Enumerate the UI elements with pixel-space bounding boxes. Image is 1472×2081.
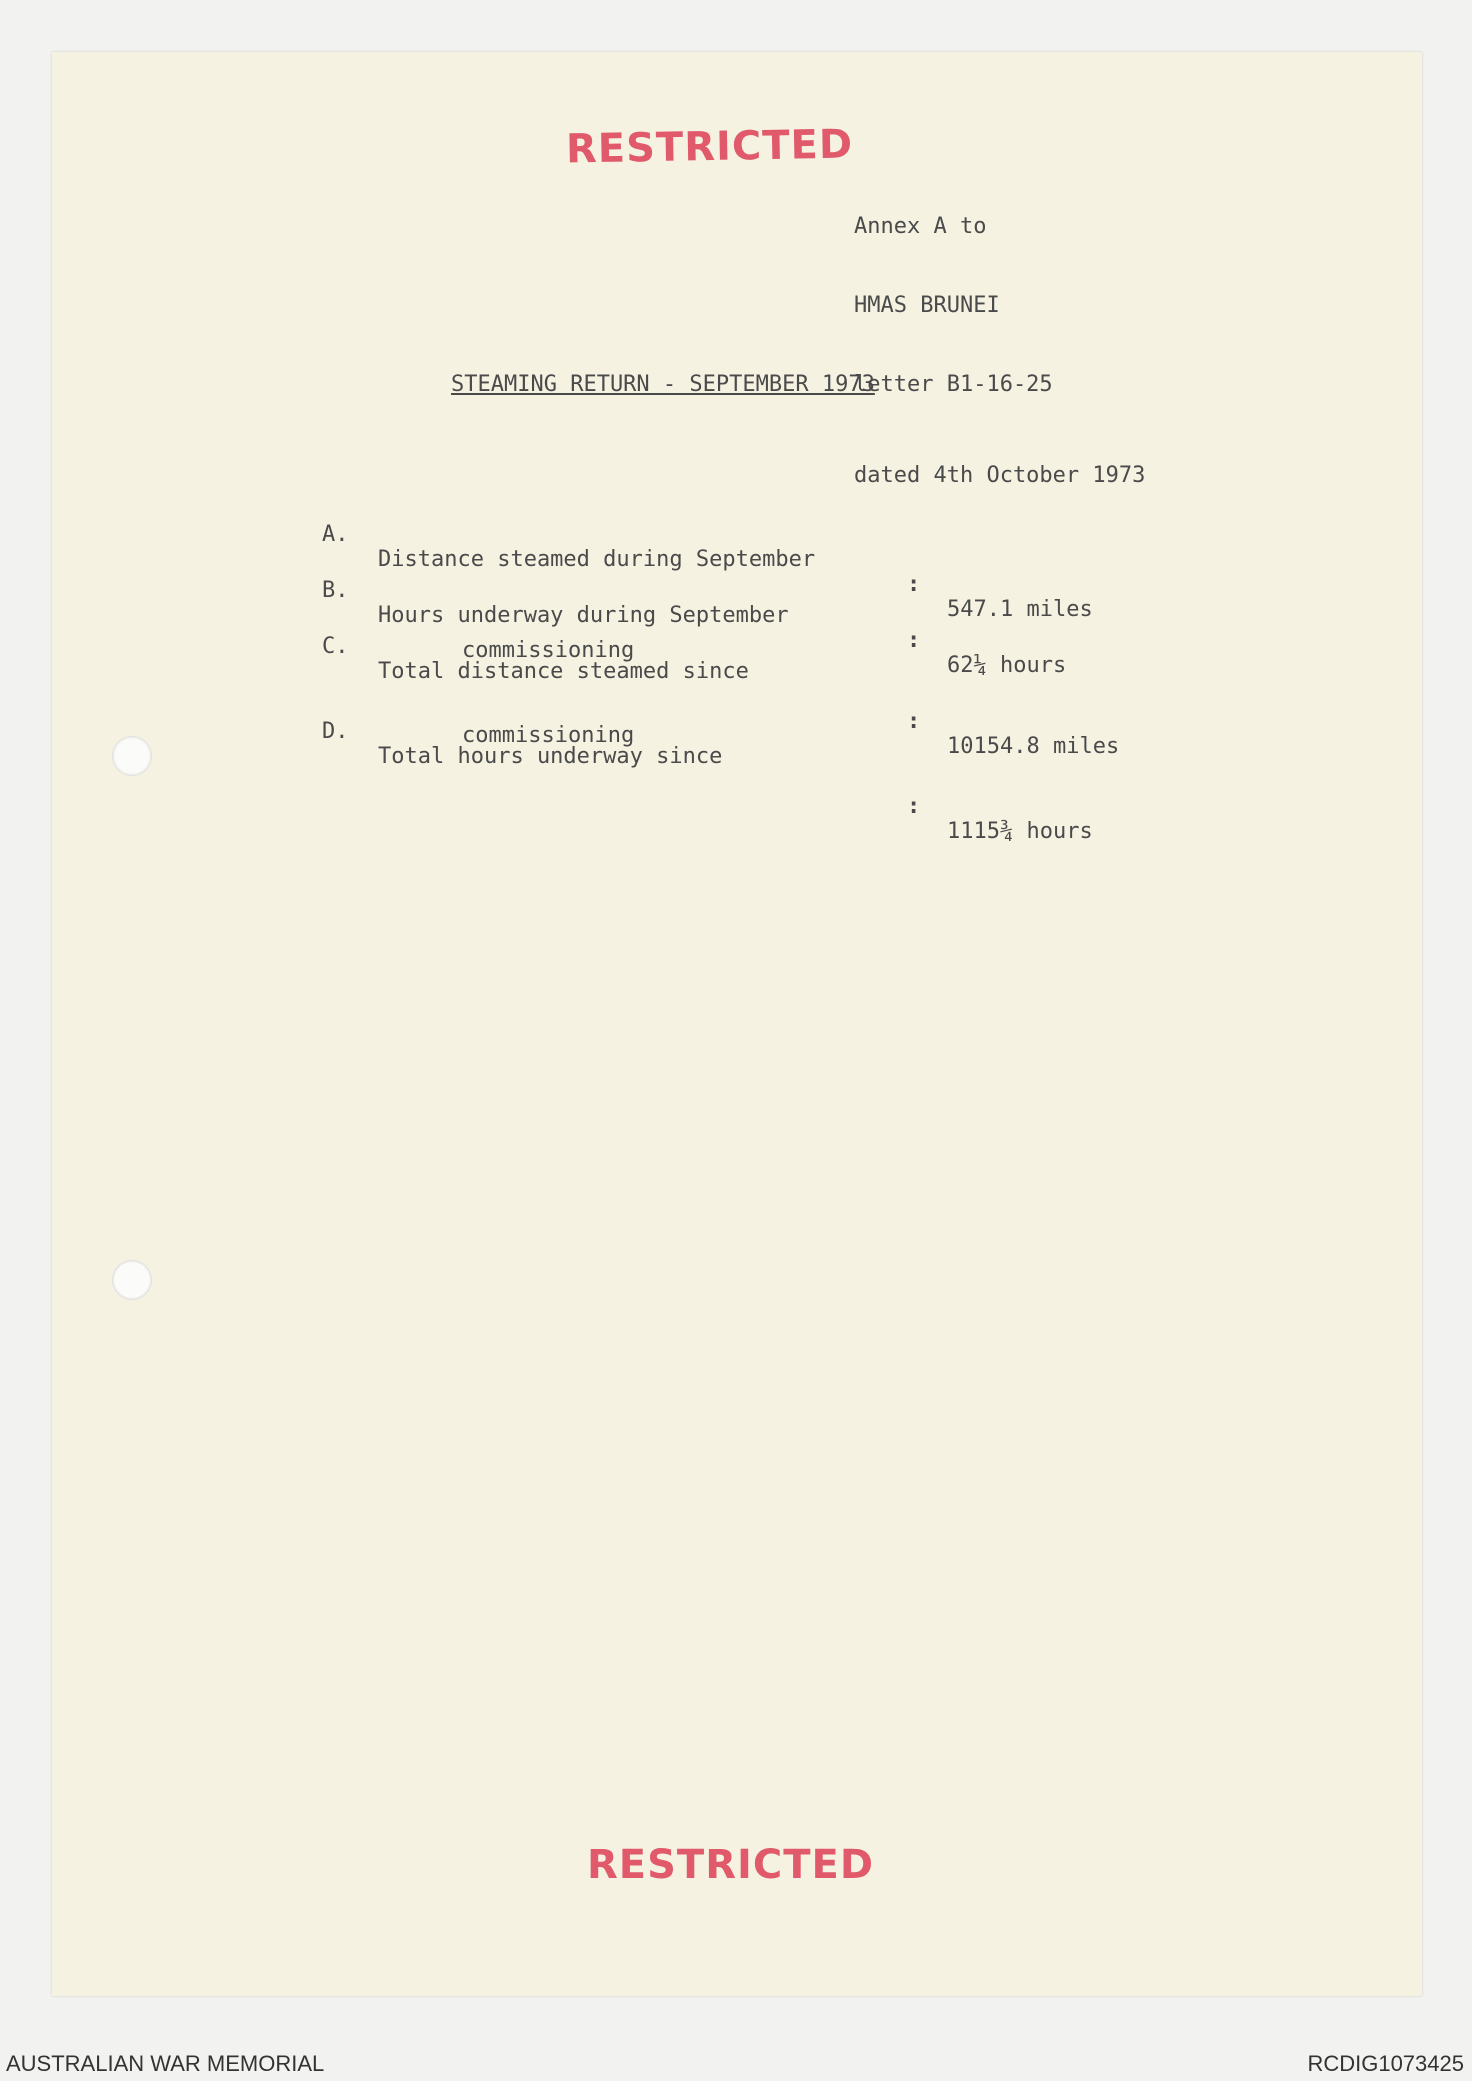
row-description: Hours underway during September — [378, 603, 789, 628]
row-colon: : — [907, 709, 921, 734]
row-letter: D. — [322, 719, 349, 744]
row-colon: : — [907, 628, 921, 653]
row-colon: : — [907, 794, 921, 819]
punch-hole-bottom — [112, 1260, 152, 1300]
footer-credit: AUSTRALIAN WAR MEMORIAL — [6, 2051, 325, 2076]
annex-date: dated 4th October 1973 — [854, 463, 1146, 488]
row-value: 1115¾ hours — [947, 819, 1093, 844]
row-description: Total hours underway since — [378, 744, 723, 769]
row-value: 547.1 miles — [947, 597, 1093, 622]
document-heading: STEAMING RETURN - SEPTEMBER 1973 — [451, 372, 875, 397]
footer-record-id: RCDIG1073425 — [1307, 2051, 1464, 2076]
document-page — [52, 52, 1422, 1996]
restricted-stamp-bottom: RESTRICTED — [587, 1842, 875, 1888]
row-description-continued: commissioning — [462, 723, 635, 748]
annex-line: Annex A to — [854, 214, 987, 239]
annex-line: HMAS BRUNEI — [854, 293, 1000, 318]
restricted-stamp-top: RESTRICTED — [565, 121, 854, 173]
punch-hole-top — [112, 736, 152, 776]
row-letter: C. — [322, 634, 349, 659]
annex-line: letter B1-16-25 — [854, 372, 1053, 397]
annex-reference — [854, 162, 1145, 515]
row-description: Total distance steamed since — [378, 659, 749, 684]
row-value: 10154.8 miles — [947, 734, 1120, 759]
row-colon: : — [907, 572, 921, 597]
row-value: 62¼ hours — [947, 653, 1067, 678]
row-description: Distance steamed during September — [378, 547, 816, 572]
row-description-continued: commissioning — [462, 638, 635, 663]
row-letter: A. — [322, 522, 349, 547]
row-letter: B. — [322, 578, 349, 603]
